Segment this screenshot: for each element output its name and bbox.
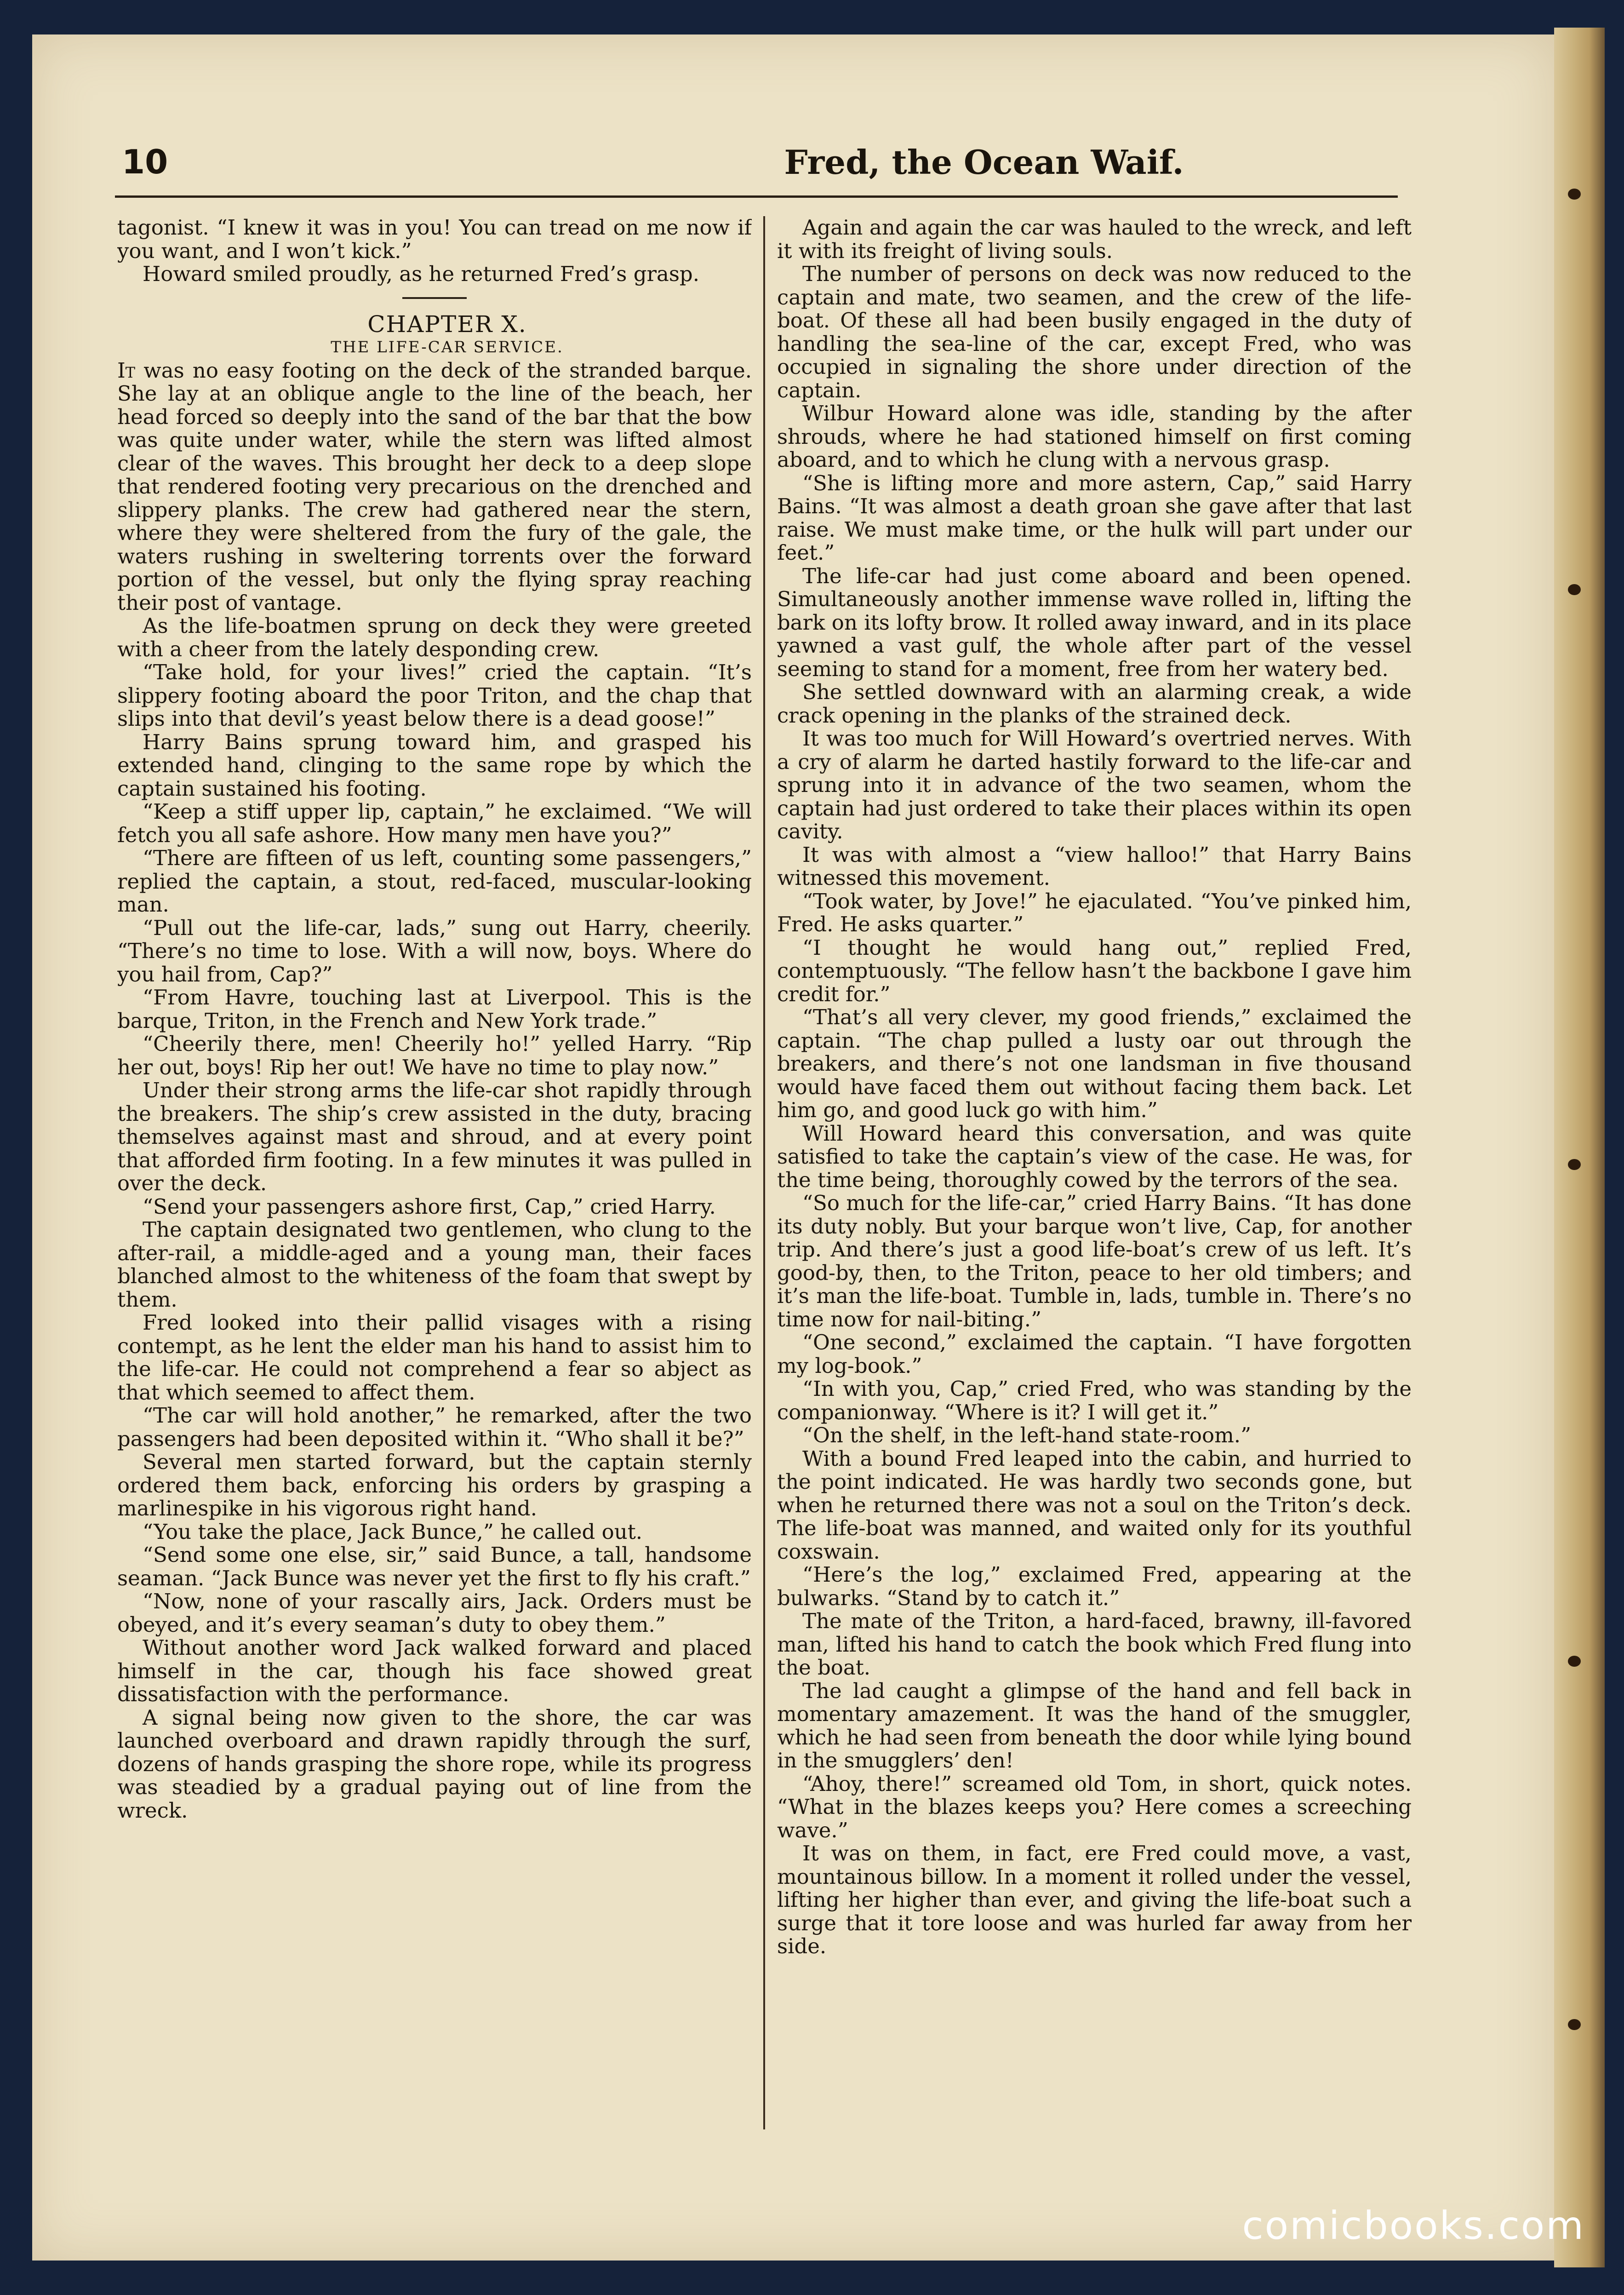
- binding-hole: [1568, 1159, 1581, 1170]
- paragraph: “She is lifting more and more astern, Cap,” said Harry Bains. “It was almost a death groan she gave after that last raise. We must make time, or the hulk will part under our feet.”: [777, 470, 1412, 565]
- chapter-subtitle: THE LIFE-CAR SERVICE.: [331, 338, 564, 356]
- paragraph: “On the shelf, in the left-hand state-room.”: [802, 1423, 1252, 1447]
- paragraph: “Took water, by Jove!” he ejaculated. “You’ve pinked him, Fred. He asks quarter.”: [777, 889, 1412, 936]
- binding-hole: [1568, 584, 1581, 595]
- binding-hole: [1568, 1656, 1581, 1667]
- binding-hole: [1568, 189, 1581, 200]
- paragraph-text: was no easy footing on the deck of the stranded barque. She lay at an oblique angle to the line of the beach, her head forced so deeply into the sand of the bar that the bow was quite under water, while the stern was lifted almost clear of the waves. This brought her deck to a deep slope that rendered footing very precarious on the drenched and slippery planks. The crew had gathered near the stern, where they were sheltered from the fury of the gale, the waters rushing in sweltering torrents over the forward portion of the vessel, but only the flying spray reaching their post of vantage.: [117, 358, 752, 615]
- paragraph: “Ahoy, there!” screamed old Tom, in short, quick notes. “What in the blazes keeps you? Here comes a screeching wave.”: [777, 1771, 1412, 1842]
- paragraph: Will Howard heard this conversation, and was quite satisfied to take the captain’s view of the case. He was, for the time being, thoroughly cowed by the terrors of the sea.: [777, 1121, 1412, 1192]
- paragraph: It was too much for Will Howard’s overtried nerves. With a cry of alarm he darted hastily forward to the life-car and sprung into it in advance of the two seamen, whom the captain had just ordered to take their places within its open cavity.: [777, 726, 1412, 843]
- watermark-text: comicbooks.com: [1242, 2203, 1585, 2248]
- opening-word: It: [117, 358, 136, 383]
- left-column: [117, 216, 752, 2148]
- paragraph: “Now, none of your rascally airs, Jack. Orders must be obeyed, and it’s every seaman’s duty to obey them.”: [117, 1589, 752, 1637]
- paragraph: “Send some one else, sir,” said Bunce, a tall, handsome seaman. “Jack Bunce was never yet the first to fly his craft.”: [117, 1543, 752, 1590]
- paragraph: Several men started forward, but the captain sternly ordered them back, enforcing his orders by grasping a marlinespike in his vigorous right hand.: [117, 1450, 752, 1520]
- paragraph: The number of persons on deck was now reduced to the captain and mate, two seamen, and the crew of the life-boat. Of these all had been busily engaged in the duty of handling the sea-line of the car, except Fred, who was occupied in signaling the shore under direction of the captain.: [777, 262, 1412, 402]
- page-header: [87, 138, 1412, 193]
- paragraph: She settled downward with an alarming creak, a wide crack opening in the planks of the strained deck.: [777, 680, 1412, 728]
- paragraph: Harry Bains sprung toward him, and grasped his extended hand, clinging to the same rope by which the captain sustained his footing.: [117, 729, 752, 801]
- paragraph: tagonist. “I knew it was in you! You can tread on me now if you want, and I won’t kick.”: [117, 216, 752, 263]
- paragraph: “Take hold, for your lives!” cried the captain. “It’s slippery footing aboard the poor Triton, and the chap that slips into that devil’s yeast below there is a dead goose!”: [117, 660, 752, 731]
- binding-hole: [1568, 2019, 1581, 2030]
- paragraph: Again and again the car was hauled to the wreck, and left it with its freight of living souls.: [777, 216, 1412, 263]
- paragraph: “Here’s the log,” exclaimed Fred, appearing at the bulwarks. “Stand by to catch it.”: [777, 1562, 1412, 1610]
- paragraph: Under their strong arms the life-car shot rapidly through the breakers. The ship’s crew assisted in the duty, bracing themselves against mast and shroud, and at every point that afforded firm footing. In a few minutes it was pulled in over the deck.: [117, 1078, 752, 1195]
- running-title: Fred, the Ocean Waif.: [784, 143, 1184, 182]
- page-number: 10: [122, 143, 168, 181]
- paragraph: The captain designated two gentlemen, who clung to the after-rail, a middle-aged and a young man, their faces blanched almost to the whiteness of the foam that swept by them.: [117, 1217, 752, 1312]
- paragraph: The life-car had just come aboard and been opened. Simultaneously another immense wave rolled in, lifting the bark on its lofty brow. It rolled away inward, and in its place yawned a vast gulf, the whole after part of the vessel seeming to stand for a moment, free from her watery bed.: [777, 563, 1412, 681]
- paragraph: “Pull out the life-car, lads,” sung out Harry, cheerily. “There’s no time to lose. With a will now, boys. Where do you hail from, Cap?”: [117, 915, 752, 987]
- chapter-title: CHAPTER X.: [367, 310, 527, 338]
- paragraph: “In with you, Cap,” cried Fred, who was standing by the companionway. “Where is it? I will get it.”: [777, 1377, 1412, 1424]
- paragraph: As the life-boatmen sprung on deck they were greeted with a cheer from the lately desponding crew.: [117, 614, 752, 661]
- paragraph: “I thought he would hang out,” replied Fred, contemptuously. “The fellow hasn’t the backbone I gave him credit for.”: [777, 935, 1412, 1006]
- paragraph: A signal being now given to the shore, the car was launched overboard and drawn rapidly through the surf, dozens of hands grasping the shore rope, while its progress was steadied by a gradual paying out of line from the wreck.: [117, 1705, 752, 1823]
- paragraph: With a bound Fred leaped into the cabin, and hurried to the point indicated. He was hardly two seconds gone, but when he returned there was not a soul on the Triton’s deck. The life-boat was manned, and waited only for its youthful coxswain.: [777, 1446, 1412, 1564]
- paragraph: “Send your passengers ashore first, Cap,” cried Harry.: [143, 1194, 716, 1219]
- paragraph: “That’s all very clever, my good friends,” exclaimed the captain. “The chap pulled a lusty oar out through the breakers, and there’s not one landsman in five thousand would have faced them out without facing them back. Let him go, and good luck go with him.”: [777, 1005, 1412, 1122]
- paragraph: “The car will hold another,” he remarked, after the two passengers had been deposited within it. “Who shall it be?”: [117, 1403, 752, 1451]
- paragraph: Without another word Jack walked forward and placed himself in the car, though his face showed great dissatisfaction with the performance.: [117, 1635, 752, 1706]
- paragraph: “So much for the life-car,” cried Harry Bains. “It has done its duty nobly. But your barque won’t live, Cap, for another trip. And there’s just a good life-boat’s crew of us left. It’s good-by, then, to the Triton, peace to her old timbers; and it’s man the life-boat. Tumble in, lads, tumble in. There’s no time now for nail-biting.”: [777, 1191, 1412, 1331]
- paragraph-opening: [117, 359, 752, 615]
- section-divider: [402, 297, 467, 299]
- paragraph: The lad caught a glimpse of the hand and fell back in momentary amazement. It was the hand of the smuggler, which he had seen from beneath the door while lying bound in the smugglers’ den!: [777, 1678, 1412, 1773]
- paragraph: Fred looked into their pallid visages with a rising contempt, as he lent the elder man his hand to assist him to the life-car. He could not comprehend a fear so abject as that which seemed to affect them.: [117, 1310, 752, 1405]
- paragraph: Wilbur Howard alone was idle, standing by the after shrouds, where he had stationed himself on first coming aboard, and to which he clung with a nervous grasp.: [777, 401, 1412, 472]
- paragraph: It was on them, in fact, ere Fred could move, a vast, mountainous billow. In a moment it rolled under the vessel, lifting her higher than ever, and giving the life-boat such a surge that it tore loose and was hurled far away from her side.: [777, 1841, 1412, 1958]
- paragraph: “One second,” exclaimed the captain. “I have forgotten my log-book.”: [777, 1330, 1412, 1378]
- paragraph: “You take the place, Jack Bunce,” he called out.: [143, 1519, 643, 1544]
- column-divider: [763, 216, 765, 2129]
- header-rule: [115, 195, 1398, 198]
- paragraph: It was with almost a “view halloo!” that Harry Bains witnessed this movement.: [777, 842, 1412, 890]
- page-spine-edge: [1554, 28, 1605, 2267]
- paragraph: “Keep a stiff upper lip, captain,” he exclaimed. “We will fetch you all safe ashore. How many men have you?”: [117, 799, 752, 847]
- paragraph: “From Havre, touching last at Liverpool. This is the barque, Triton, in the French and New York trade.”: [117, 985, 752, 1033]
- paragraph: “There are fifteen of us left, counting some passengers,” replied the captain, a stout, red-faced, muscular-looking man.: [117, 846, 752, 917]
- paragraph: The mate of the Triton, a hard-faced, brawny, ill-favored man, lifted his hand to catch the book which Fred flung into the boat.: [777, 1609, 1412, 1680]
- paragraph: “Cheerily there, men! Cheerily ho!” yelled Harry. “Rip her out, boys! Rip her out! We have no time to play now.”: [117, 1032, 752, 1079]
- right-column: [777, 216, 1412, 2148]
- paragraph: Howard smiled proudly, as he returned Fred’s grasp.: [143, 262, 700, 286]
